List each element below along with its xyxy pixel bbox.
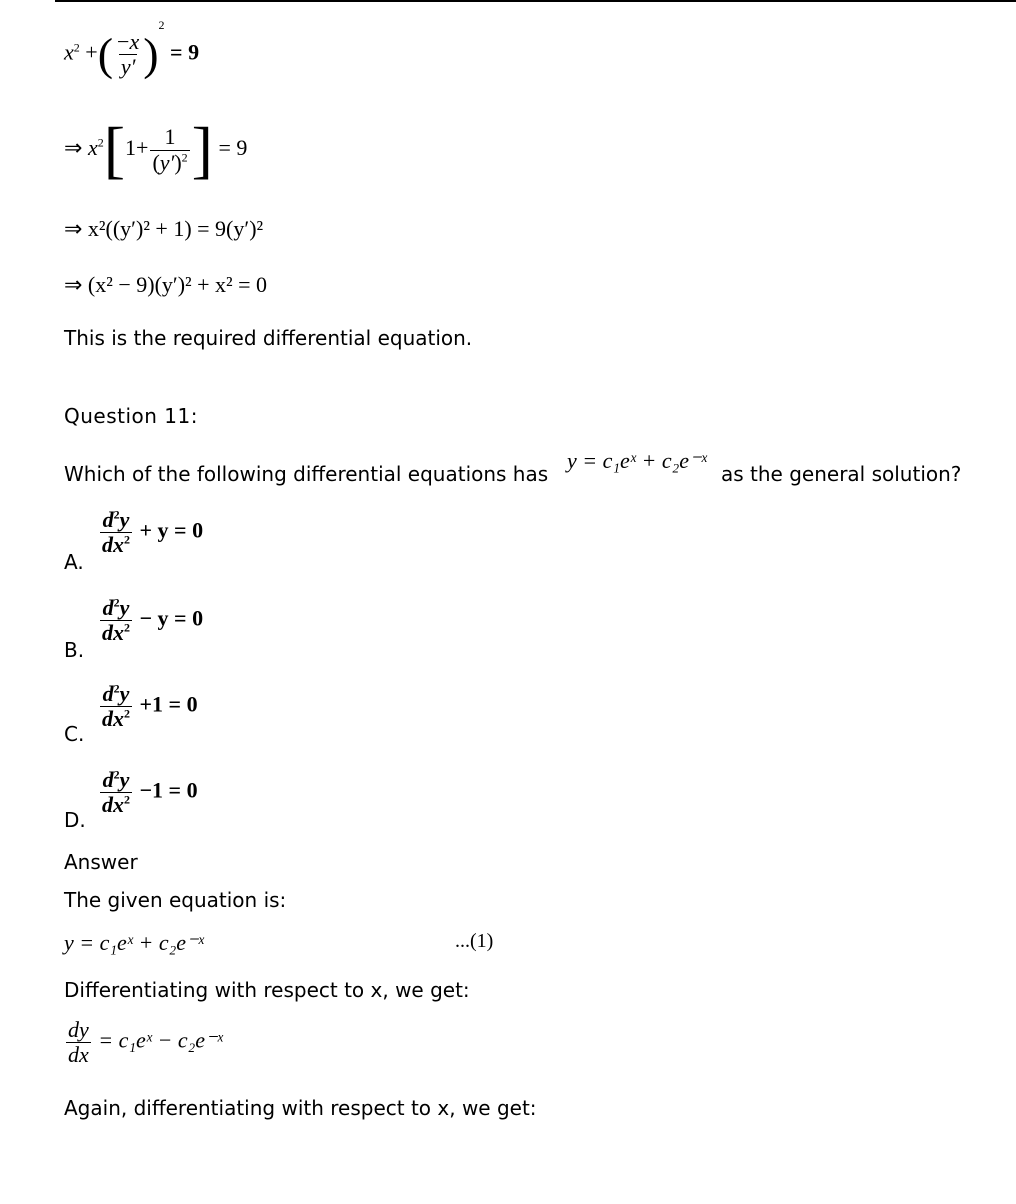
answer-heading: Answer [64,850,138,874]
equation-line-2: ⇒ $x^2[1+$ $\frac{1}{(y')^2}$ ] = 9 [64,114,248,185]
first-derivative: $\frac{dy}{dx}$ = c₁eˣ − c₂e⁻ˣ [68,1017,223,1068]
given-text: The given equation is: [64,888,287,912]
conclusion-text: This is the required differential equation. [64,326,473,350]
equation-1-ref: ...(1) [455,930,494,952]
option-b-expression[interactable]: $\frac{d^2y}{dx^2}$ − y = 0 [102,595,204,646]
differentiating-text-1: Differentiating with respect to x, we get: [64,978,470,1002]
equation-1: y = c₁eˣ + c₂e⁻ˣ [64,930,204,955]
question-title: Question 11: [64,404,198,428]
option-d-letter[interactable]: D. [64,808,86,832]
option-c-letter[interactable]: C. [64,722,85,746]
equation-line-1: $x^2$ +( $\frac{-x}{y'}$ )$^2$ = 9 [64,18,200,80]
option-b-letter[interactable]: B. [64,638,85,662]
top-rule [55,0,1016,2]
equation-line-3: ⇒ x²((y′)² + 1) = 9(y′)² [64,216,264,241]
option-c-expression[interactable]: $\frac{d^2y}{dx^2}$ +1 = 0 [102,681,198,732]
question-prompt: Which of the following differential equations has [64,462,549,486]
differentiating-text-2: Again, differentiating with respect to x, we get: [64,1096,537,1120]
question-prompt-end: as the general solution? [721,462,962,486]
option-d-expression[interactable]: $\frac{d^2y}{dx^2}$ −1 = 0 [102,767,198,818]
option-a-letter[interactable]: A. [64,550,84,574]
equation-line-4: ⇒ (x² − 9)(y′)² + x² = 0 [64,272,268,297]
option-a-expression[interactable]: $\frac{d^2y}{dx^2}$ + y = 0 [102,507,204,558]
solution-expression: y = c₁eˣ + c₂e⁻ˣ [567,448,707,473]
